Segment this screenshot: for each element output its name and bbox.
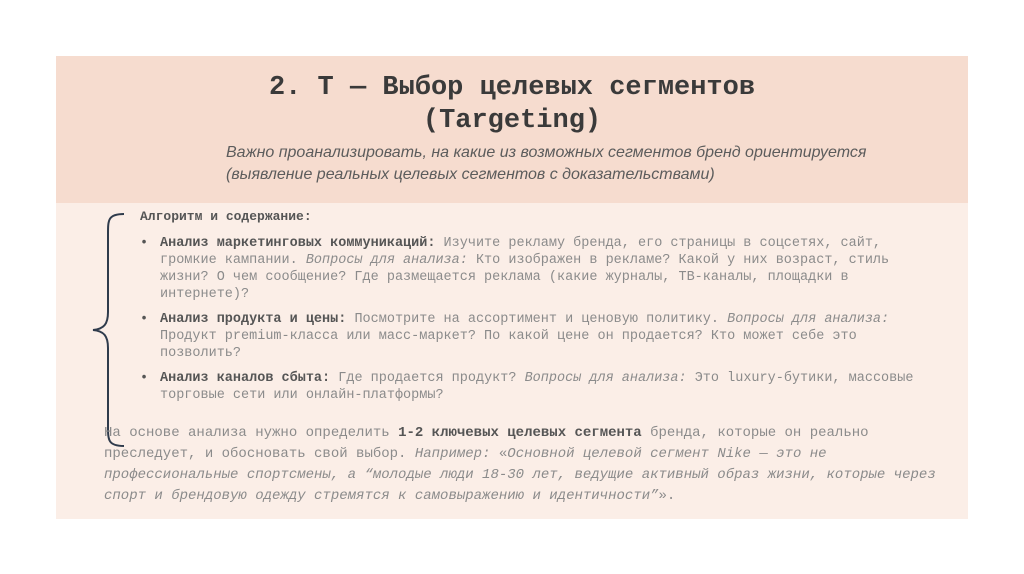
title-line-1: 2. T — Выбор целевых сегментов	[268, 73, 756, 103]
slide	[56, 56, 968, 519]
item-text: Где продается продукт?	[330, 371, 525, 386]
item-heading: Анализ каналов сбыта:	[160, 371, 331, 386]
item-heading: Анализ маркетинговых коммуникаций:	[160, 236, 436, 251]
list-item	[140, 311, 930, 362]
list-item	[140, 235, 930, 303]
slide-title	[56, 72, 968, 138]
questions-text: Продукт premium-класса или масс-маркет? По какой цене он продается? Кто может себе это позволить?	[160, 329, 857, 361]
subtitle: Важно проанализировать, на какие из возможных сегментов бренд ориентируется (выявление реальных целевых сегментов с доказательствами)	[226, 144, 867, 183]
quote-close: ».	[658, 488, 676, 504]
item-heading: Анализ продукта и цены:	[160, 312, 347, 327]
questions-label: Вопросы для анализа:	[524, 371, 687, 386]
bullet: •	[140, 312, 149, 327]
bullet: •	[140, 236, 149, 251]
title-line-2: (Targeting)	[422, 106, 602, 136]
questions-text: Это luxury-бутики, массовые торговые сети или онлайн-платформы?	[160, 371, 914, 403]
quote-open: «	[490, 446, 508, 462]
conclusion-text: На основе анализа нужно определить	[104, 425, 399, 441]
questions-label: Вопросы для анализа:	[727, 312, 890, 327]
item-text: Посмотрите на ассортимент и ценовую политику.	[346, 312, 728, 327]
questions-text: Кто изображен в рекламе? Какой у них возраст, стиль жизни? О чем сообщение? Где размещается реклама (какие журналы, ТВ-каналы, площадки в интернете)?	[160, 253, 890, 302]
example-text: Основной целевой сегмент Nike — это не профессиональные спортсмены, а “молодые люди 18-30 лет, ведущие активный образ жизни, которые через спорт и брендовую одежду стремятся к самовыражению и идентичности”	[104, 446, 936, 504]
conclusion-highlight: 1-2 ключевых целевых сегмента	[398, 425, 642, 441]
conclusion-paragraph	[104, 423, 944, 507]
conclusion-text: бренда, которые он реально преследует, и обосновать свой выбор.	[104, 425, 869, 462]
algorithm-label: Алгоритм и содержание:	[140, 209, 312, 224]
example-label: Например:	[414, 446, 491, 462]
analysis-list	[140, 235, 930, 412]
questions-label: Вопросы для анализа:	[305, 253, 468, 268]
bullet: •	[140, 371, 149, 386]
item-text: Изучите рекламу бренда, его страницы в соцсетях, сайт, громкие кампании.	[160, 236, 882, 268]
curly-brace-icon	[90, 212, 130, 448]
list-item	[140, 370, 930, 404]
